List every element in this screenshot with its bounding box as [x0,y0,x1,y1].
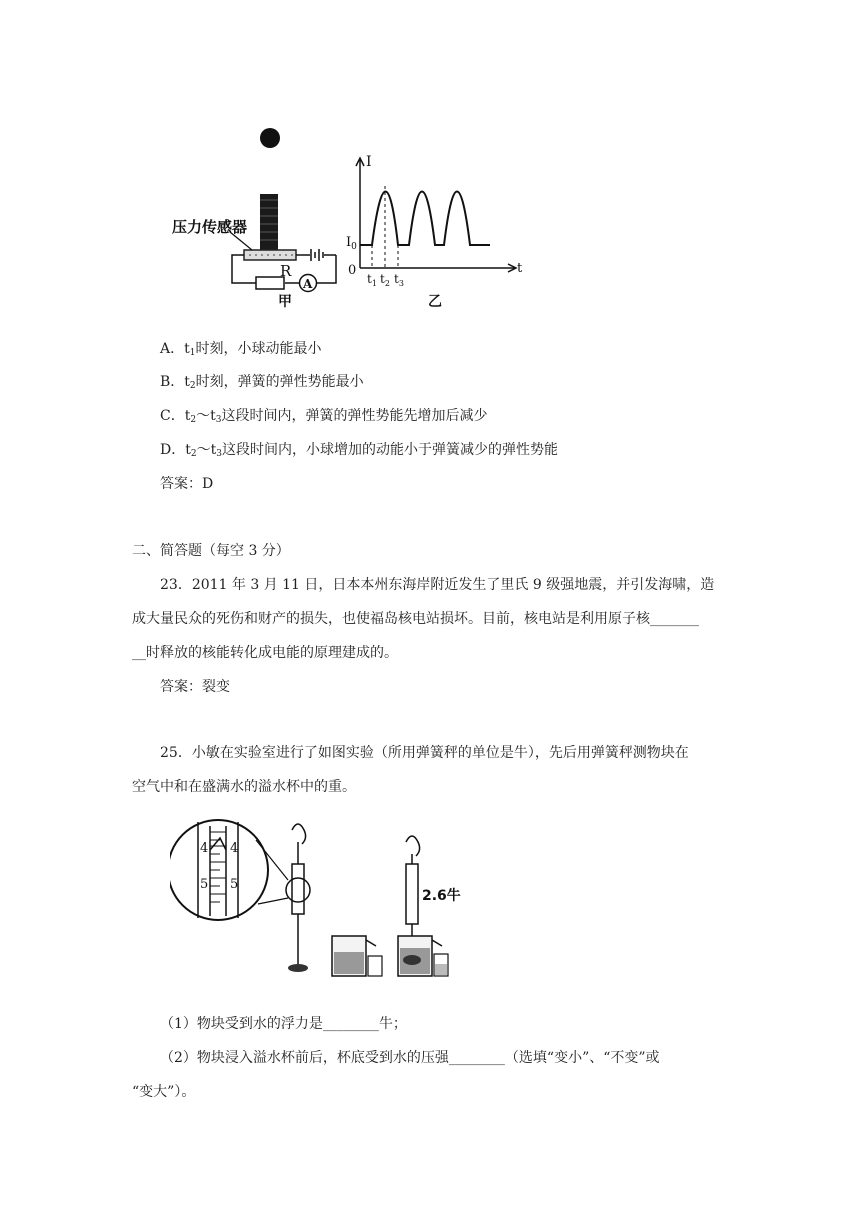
section-heading: 二、简答题（每空 3 分） [132,543,290,559]
y-axis-label: I [366,154,372,170]
q25-line1: 25．小敏在实验室进行了如图实验（所用弹簧秤的单位是牛），先后用弹簧秤测物块在 [160,745,689,761]
q23-line3: __时释放的核能转化成电能的原理建成的。 [132,645,398,661]
current-curve [360,192,490,246]
origin-label: 0 [348,263,357,278]
battery-icon [311,249,323,261]
sensor-label: 压力传感器 [172,218,248,236]
q23-line2: 成大量民众的死伤和财产的损失，也使福岛核电站损坏。目前，核电站是利用原子核_______ [132,611,699,627]
beaker-1 [368,956,382,976]
scale-mark-5-left: 5 [200,877,209,892]
spring-scale-2 [406,864,418,924]
scale-mark-4-right: 4 [230,841,239,856]
ammeter-label: A [303,277,313,291]
option-d: D．$t_2\sim t_3$这段时间内，小球增加的动能小于弹簧减少的弹性势能 [160,442,558,459]
q23-answer: 答案：裂变 [160,679,230,695]
q25-sub2-line1: （2）物块浸入溢水杯前后，杯底受到水的压强________（选填“变小”、“不变”或 [160,1050,660,1066]
option-a: A．$t_1$时刻，小球动能最小 [160,341,322,358]
i0-label: $I_0$ [346,235,357,252]
scale-mark-4-left: 4 [200,841,209,856]
option-c: C．$t_2\sim t_3$这段时间内，弹簧的弹性势能先增加后减少 [160,408,488,425]
spring [260,194,278,252]
t3-label: $t_3$ [394,272,404,288]
block-1 [288,964,308,972]
scale-mark-5-right: 5 [230,877,239,892]
caption-yi: 乙 [428,294,442,310]
option-b: B．$t_2$时刻，弹簧的弹性势能最小 [160,374,364,391]
scale-reading: 2.6牛 [422,888,461,904]
ball [260,128,280,148]
figure-spring-scale-experiment [170,812,480,992]
figure-spring-circuit-graph [160,120,540,320]
q23-line1: 23．2011 年 3 月 11 日，日本本州东海岸附近发生了里氏 9 级强地震，并引发海啸，造 [160,577,715,593]
q25-sub2-line2: “变大”）。 [132,1084,196,1100]
block-2 [403,955,421,965]
spring-scale-1 [292,864,304,914]
q22-answer: 答案：D [160,476,214,492]
x-axis-label: t [517,261,523,276]
q25-sub1: （1）物块受到水的浮力是________牛； [160,1016,407,1032]
q25-line2: 空气中和在盛满水的溢水杯中的重。 [132,779,356,795]
t1-label: $t_1$ [367,272,377,288]
caption-jia: 甲 [278,294,292,310]
resistor-label: R [280,262,292,280]
pressure-sensor [244,250,296,260]
t2-label: $t_2$ [380,272,390,288]
